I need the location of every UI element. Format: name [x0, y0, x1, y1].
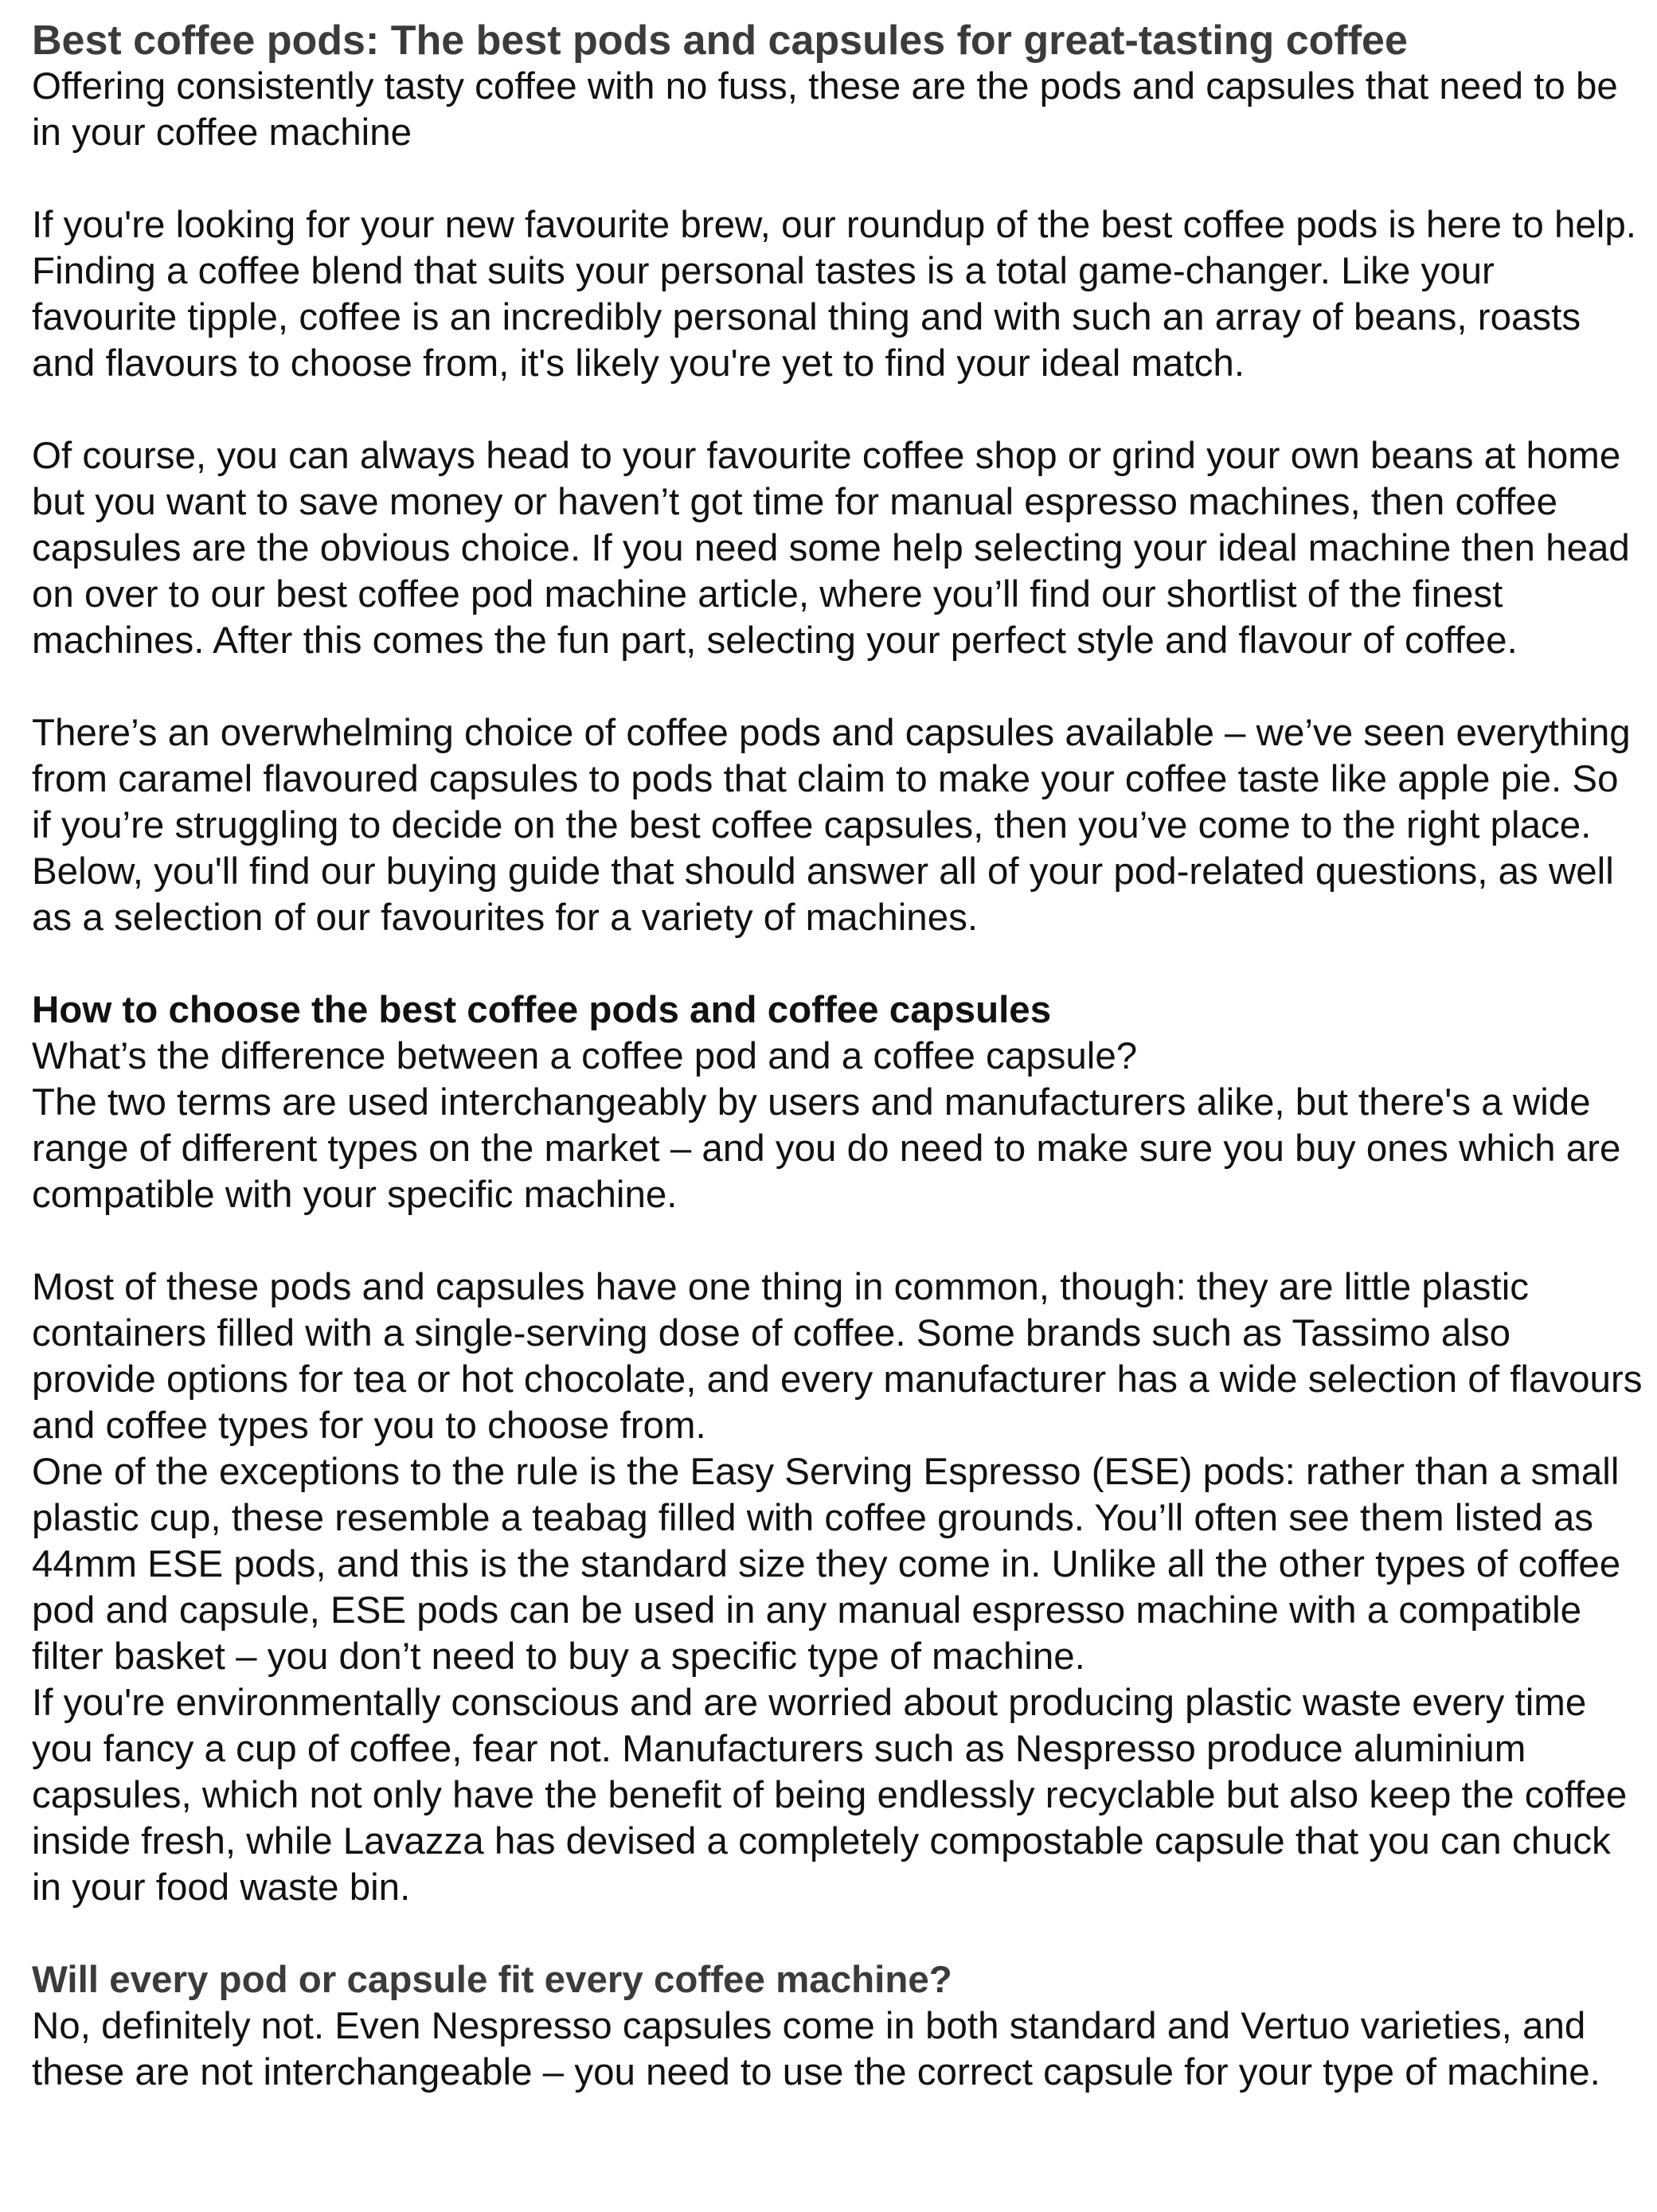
section-paragraph: No, definitely not. Even Nespresso capsules come in both standard and Vertuo varieties, and these are not interchangeable – you need to use the correct capsule for your type of machine.	[32, 2005, 1600, 2093]
section-heading: Will every pod or capsule fit every coffee machine?	[32, 1959, 952, 2001]
article-standfirst: Offering consistently tasty coffee with no fuss, these are the pods and capsules that need to be in your coffee machine	[32, 65, 1618, 154]
intro-paragraph: If you're looking for your new favourite brew, our roundup of the best coffee pods is here to help. Finding a coffee blend that suits your personal tastes is a total game-changer. Like your favourite tipple, coffee is an incredibly personal thing and with such an array of beans, roasts and flavours to choose from, it's likely you're yet to find your ideal match.	[32, 204, 1636, 385]
section-heading: How to choose the best coffee pods and coffee capsules	[32, 989, 1052, 1031]
section-paragraph: If you're environmentally conscious and are worried about producing plastic waste every time you fancy a cup of coffee, fear not. Manufacturers such as Nespresso produce aluminium capsules, which not only have the benefit of being endlessly recyclable but also keep the coffee inside fresh, while Lavazza has devised a completely compostable capsule that you can chuck in your food waste bin.	[32, 1682, 1628, 1909]
spacer	[32, 1218, 1644, 1264]
section-paragraph: Most of these pods and capsules have one thing in common, though: they are little plastic containers filled with a single-serving dose of coffee. Some brands such as Tassimo also provide options for tea or hot chocolate, and every manufacturer has a wide selection of flavours and coffee types for you to choose from.	[32, 1266, 1643, 1447]
spacer	[32, 664, 1644, 710]
section-paragraph: One of the exceptions to the rule is the Easy Serving Espresso (ESE) pods: rather than a small plastic cup, these resemble a teabag filled with coffee grounds. You’ll often see them listed as 44mm ESE pods, and this is the standard size they come in. Unlike all the other types of coffee pod and capsule, ESE pods can be used in any manual espresso machine with a compatible filter basket – you don’t need to buy a specific type of machine.	[32, 1451, 1621, 1678]
article	[32, 18, 1644, 2096]
spacer	[32, 941, 1644, 987]
spacer	[32, 1911, 1644, 1957]
article-title: Best coffee pods: The best pods and capsules for great-tasting coffee	[32, 18, 1408, 64]
intro-paragraph: Of course, you can always head to your favourite coffee shop or grind your own beans at home but you want to save money or haven’t got time for manual espresso machines, then coffee capsules are the obvious choice. If you need some help selecting your ideal machine then head on over to our best coffee pod machine article, where you’ll find our shortlist of the finest machines. After this comes the fun part, selecting your perfect style and flavour of coffee.	[32, 435, 1630, 662]
section-question: What’s the difference between a coffee pod and a coffee capsule?	[32, 1035, 1138, 1077]
spacer	[32, 156, 1644, 202]
spacer	[32, 387, 1644, 433]
intro-paragraph: There’s an overwhelming choice of coffee pods and capsules available – we’ve seen everything from caramel flavoured capsules to pods that claim to make your coffee taste like apple pie. So if you’re struggling to decide on the best coffee capsules, then you’ve come to the right place. Below, you'll find our buying guide that should answer all of your pod-related questions, as well as a selection of our favourites for a variety of machines.	[32, 712, 1631, 939]
section-paragraph: The two terms are used interchangeably by users and manufacturers alike, but there's a wide range of different types on the market – and you do need to make sure you buy ones which are compatible with your specific machine.	[32, 1081, 1621, 1216]
